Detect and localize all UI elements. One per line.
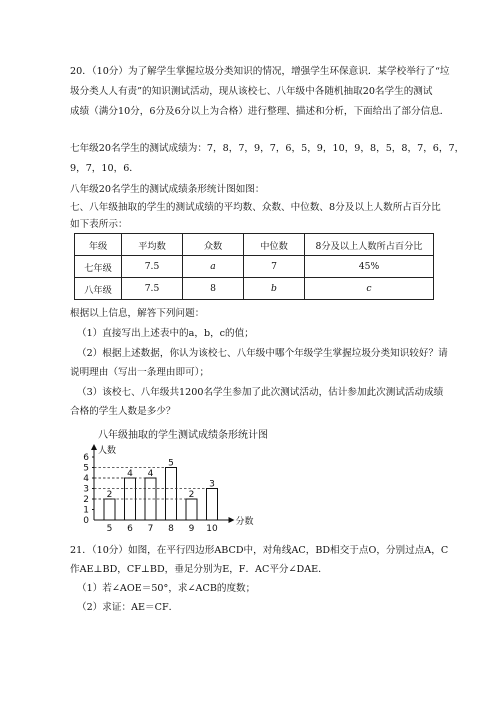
data-label: 5 — [168, 458, 174, 469]
y-tick-label: 2 — [83, 495, 89, 505]
data-label: 2 — [188, 490, 195, 500]
q20-sub-2b: 说明理由（写出一条理由即可）； — [70, 367, 210, 378]
y-tick-label: 5 — [83, 463, 89, 474]
x-tick-label: 9 — [188, 524, 195, 534]
table-cell: 七年级 — [75, 256, 122, 278]
q20-sub-2a: （2）根据上述数据，你认为该校七、八年级中哪个年级学生掌握垃圾分类知识较好？请 — [77, 348, 448, 359]
q21-sub-2: （2）求证：AE＝CF． — [77, 602, 179, 613]
y-tick-label: 3 — [83, 484, 89, 495]
data-label: 2 — [106, 490, 113, 500]
data-label: 4 — [147, 469, 154, 479]
table-cell: c — [305, 278, 434, 300]
bar — [166, 468, 177, 521]
q20-sub-3b: 合格的学生人数是多少？ — [70, 406, 176, 417]
table-header-cell: 众数 — [183, 234, 244, 256]
q21-line-2: 作AE⊥BD，CF⊥BD，垂足分别为E，F．AC平分∠DAE． — [70, 564, 328, 575]
table-header-cell: 8分及以上人数所占百分比 — [305, 234, 434, 256]
q20-info-line: 根据以上信息，解答下列问题： — [70, 308, 205, 319]
y-tick-label: 0 — [83, 516, 89, 526]
y-tick-label: 4 — [83, 474, 89, 484]
bar — [186, 499, 197, 520]
q20-line-8: 如下表所示： — [70, 219, 128, 230]
data-label: 3 — [209, 479, 215, 490]
q20-line-2: 圾分类人人有责”的知识测试活动，现从该校七、八年级中各随机抽取20名学生的测试 — [70, 86, 433, 97]
x-tick-label: 8 — [168, 524, 174, 534]
table-header-cell: 中位数 — [244, 234, 305, 256]
q21-sub-1: （1）若∠AOE＝50°，求∠ACB的度数； — [77, 583, 256, 594]
bar — [207, 489, 218, 521]
x-tick-label: 7 — [147, 524, 154, 534]
x-tick-label: 10 — [206, 524, 218, 534]
bar — [104, 499, 115, 520]
table-header-cell: 平均数 — [122, 234, 183, 256]
table-header-cell: 年级 — [75, 234, 122, 256]
table-cell: 45% — [305, 256, 434, 278]
q20-line-4: 七年级20名学生的测试成绩为：7，8，7，9，7，6，5，9，10，9，8，5，8，7，6，7， — [70, 143, 465, 154]
x-axis-label: 分数 — [235, 517, 254, 527]
q20-line-7: 七、八年级抽取的学生的测试成绩的平均数、众数、中位数、8分及以上人数所占百分比 — [70, 202, 441, 213]
q20-sub-1: （1）直接写出上述表中的a，b，c的值； — [77, 328, 254, 339]
table-cell: 7.5 — [122, 278, 183, 300]
table-cell: b — [244, 278, 305, 300]
q20-line-6: 八年级20名学生的测试成绩条形统计图如图： — [70, 184, 265, 195]
table-cell: a — [183, 256, 244, 278]
q20-line-3: 成绩（满分10分，6分及6分以上为合格）进行整理、描述和分析，下面给出了部分信息． — [70, 106, 450, 117]
stats-table — [74, 233, 434, 300]
table-row — [75, 256, 434, 278]
table-cell: 7 — [244, 256, 305, 278]
table-header-row — [75, 234, 434, 256]
bar-chart — [80, 440, 260, 540]
table-cell: 8 — [183, 278, 244, 300]
x-tick-label: 5 — [106, 524, 113, 534]
q20-line-5: 9，7，10，6． — [70, 163, 139, 174]
chart-title: 八年级抽取的学生测试成绩条形统计图 — [98, 430, 268, 441]
table-row — [75, 278, 434, 300]
y-tick-label: 1 — [83, 505, 89, 516]
table-cell: 7.5 — [122, 256, 183, 278]
x-tick-label: 6 — [127, 524, 133, 534]
table-cell: 八年级 — [75, 278, 122, 300]
x-axis-arrow — [229, 517, 235, 523]
y-axis-label: 人数 — [98, 446, 117, 456]
y-tick-label: 6 — [83, 453, 89, 463]
y-axis-arrow — [91, 444, 97, 450]
q20-line-1: 20．（10分）为了解学生掌握垃圾分类知识的情况，增强学生环保意识．某学校举行了“垃 — [70, 66, 450, 77]
q20-sub-3a: （3）该校七、八年级共1200名学生参加了此次测试活动，估计参加此次测试活动成绩 — [77, 387, 444, 398]
data-label: 4 — [127, 469, 133, 479]
q21-line-1: 21．（10分）如图，在平行四边形ABCD中，对角线AC，BD相交于点O，分别过点A，C — [70, 545, 449, 556]
